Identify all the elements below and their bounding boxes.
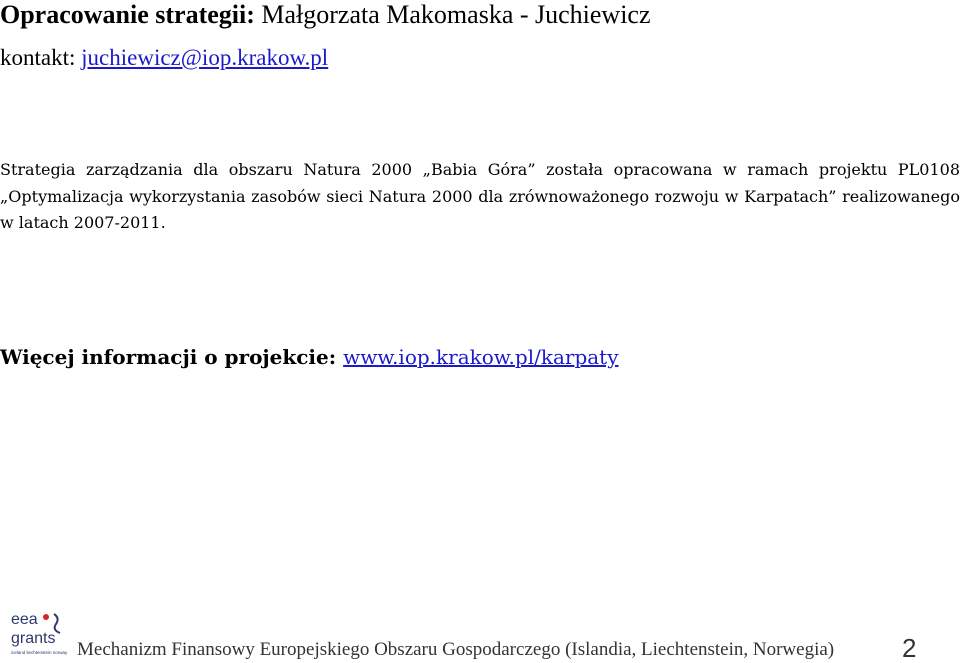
project-website-link[interactable]: www.iop.krakow.pl/karpaty [343,345,619,369]
contact-email-link[interactable]: juchiewicz@iop.krakow.pl [81,45,329,70]
eea-grants-logo-graphic [10,608,68,658]
author-name: Małgorzata Makomaska - Juchiewicz [261,0,651,29]
title-label: Opracowanie strategii: [0,0,255,29]
strategy-paragraph: Strategia zarządzania dla obszaru Natura 2000 „Babia Góra” została opracowana w ramach projektu PL0108 „Optymalizacja wykorzystania zasobów sieci Natura 2000 dla zrównoważonego rozwoju w Karpatach” realizowanego w latach 2007-2011. [0,160,960,232]
contact-label: kontakt: [0,45,76,70]
logo-dot-icon [43,614,49,620]
page-number: 2 [902,633,917,663]
contact-line [0,44,328,72]
footer-caption: Mechanizm Finansowy Europejskiego Obszaru Gospodarczego (Islandia, Liechtenstein, Norwegia) [77,639,835,660]
logo-text-bottom: grants [11,630,56,647]
more-info-line [0,342,619,372]
logo-subtitle: iceland liechtenstein norway [11,650,68,655]
eea-grants-logo-icon [10,608,68,658]
more-info-label: Więcej informacji o projekcie: [0,345,337,369]
logo-text-top: eea [11,611,38,628]
page-title [0,0,651,30]
